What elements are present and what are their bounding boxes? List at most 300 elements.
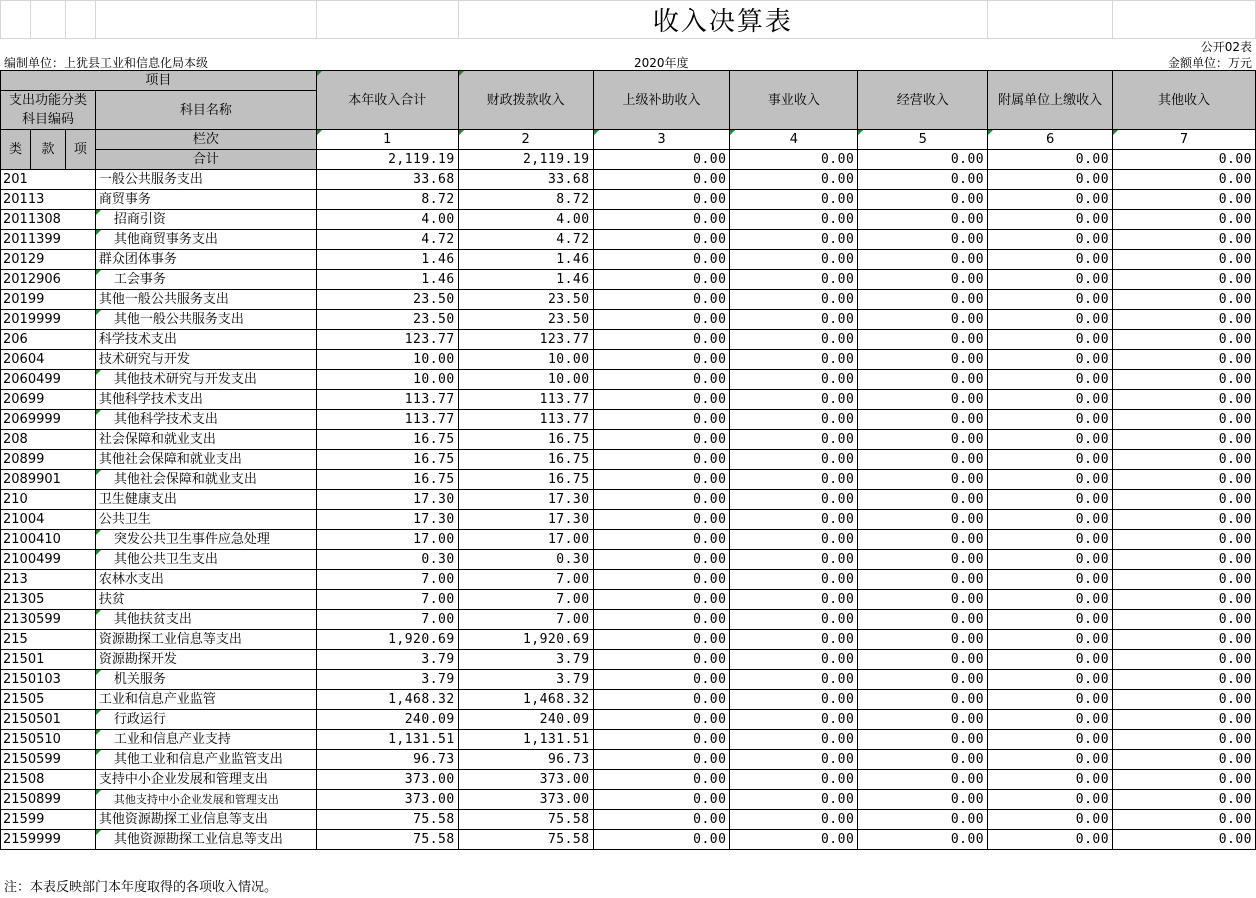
amount-cell: 373.00 — [316, 770, 458, 790]
amount-cell: 0.00 — [1113, 510, 1256, 530]
amount-unit: 金额单位：万元 — [1167, 56, 1252, 70]
amount-cell: 0.00 — [988, 270, 1113, 290]
subject-name: 其他工业和信息产业监管支出 — [95, 750, 316, 770]
amount-cell: 0.00 — [858, 170, 988, 190]
table-row — [1, 190, 1256, 210]
amount-cell: 0.00 — [1113, 290, 1256, 310]
amount-cell: 0.00 — [593, 450, 730, 470]
amount-cell: 0.00 — [858, 330, 988, 350]
amount-cell: 0.00 — [593, 790, 730, 810]
amount-cell: 0.00 — [593, 330, 730, 350]
amount-cell: 0.00 — [988, 290, 1113, 310]
table-row — [1, 170, 1256, 190]
amount-cell: 75.58 — [458, 810, 593, 830]
title-blank-cell — [1, 1, 31, 39]
amount-cell: 75.58 — [458, 830, 593, 850]
header-kuan: 款 — [30, 130, 65, 170]
table-row — [1, 330, 1256, 350]
amount-cell: 0.00 — [730, 770, 858, 790]
amount-cell: 0.00 — [988, 530, 1113, 550]
amount-cell: 0.00 — [988, 790, 1113, 810]
amount-cell: 0.00 — [1113, 330, 1256, 350]
title-blank-cell — [65, 1, 95, 39]
amount-cell: 0.00 — [858, 390, 988, 410]
amount-cell: 0.00 — [730, 410, 858, 430]
amount-cell: 4.72 — [316, 230, 458, 250]
amount-cell: 0.00 — [1113, 490, 1256, 510]
subject-name: 工业和信息产业支持 — [95, 730, 316, 750]
subject-code: 2159999 — [1, 830, 96, 850]
subject-code: 2100499 — [1, 550, 96, 570]
amount-cell: 1.46 — [316, 250, 458, 270]
amount-cell: 0.00 — [730, 710, 858, 730]
subject-name: 突发公共卫生事件应急处理 — [95, 530, 316, 550]
amount-cell: 0.00 — [988, 490, 1113, 510]
amount-cell: 17.30 — [458, 490, 593, 510]
amount-cell: 1,920.69 — [316, 630, 458, 650]
column-number: 6 — [988, 130, 1113, 150]
amount-cell: 0.00 — [988, 410, 1113, 430]
amount-cell: 0.00 — [858, 710, 988, 730]
title-blank-cell — [1113, 1, 1256, 39]
subject-code: 21508 — [1, 770, 96, 790]
title-blank-cell — [30, 1, 65, 39]
amount-cell: 0.00 — [858, 450, 988, 470]
table-row — [1, 710, 1256, 730]
subject-code: 206 — [1, 330, 96, 350]
amount-cell: 96.73 — [458, 750, 593, 770]
amount-cell: 0.00 — [1113, 590, 1256, 610]
amount-cell: 0.00 — [730, 210, 858, 230]
amount-cell: 0.00 — [593, 730, 730, 750]
amount-cell: 0.00 — [730, 310, 858, 330]
amount-cell: 0.00 — [593, 430, 730, 450]
subject-code: 2130599 — [1, 610, 96, 630]
subject-name: 科学技术支出 — [95, 330, 316, 350]
table-note: 注：本表反映部门本年度取得的各项收入情况。 — [4, 880, 278, 895]
table-row — [1, 510, 1256, 530]
column-number: 2 — [458, 130, 593, 150]
header-col-3: 上级补助收入 — [593, 71, 730, 130]
amount-cell: 0.00 — [593, 190, 730, 210]
amount-cell: 17.00 — [316, 530, 458, 550]
subject-name: 其他扶贫支出 — [95, 610, 316, 630]
amount-cell: 17.30 — [458, 510, 593, 530]
amount-cell: 0.00 — [988, 210, 1113, 230]
subject-code: 20699 — [1, 390, 96, 410]
amount-cell: 75.58 — [316, 830, 458, 850]
amount-cell: 0.00 — [988, 590, 1113, 610]
subject-code: 210 — [1, 490, 96, 510]
subject-name: 其他商贸事务支出 — [95, 230, 316, 250]
subject-code: 2011399 — [1, 230, 96, 250]
table-row — [1, 350, 1256, 370]
amount-cell: 0.00 — [988, 610, 1113, 630]
amount-cell: 0.00 — [988, 170, 1113, 190]
amount-cell: 0.00 — [988, 230, 1113, 250]
amount-cell: 0.00 — [730, 570, 858, 590]
table-row — [1, 830, 1256, 850]
header-col-4: 事业收入 — [730, 71, 858, 130]
amount-cell: 10.00 — [458, 350, 593, 370]
subject-code: 20199 — [1, 290, 96, 310]
table-row — [1, 270, 1256, 290]
subject-code: 213 — [1, 570, 96, 590]
amount-cell: 0.00 — [730, 590, 858, 610]
amount-cell: 0.00 — [858, 230, 988, 250]
subject-name: 支持中小企业发展和管理支出 — [95, 770, 316, 790]
table-row — [1, 790, 1256, 810]
amount-cell: 373.00 — [458, 790, 593, 810]
amount-cell: 123.77 — [458, 330, 593, 350]
header-col-1: 本年收入合计 — [316, 71, 458, 130]
amount-cell: 0.00 — [593, 350, 730, 370]
amount-cell: 0.00 — [988, 310, 1113, 330]
amount-cell: 23.50 — [458, 310, 593, 330]
amount-cell: 0.00 — [1113, 350, 1256, 370]
table-row — [1, 570, 1256, 590]
amount-cell: 0.00 — [1113, 670, 1256, 690]
amount-cell: 0.00 — [988, 830, 1113, 850]
total-cell: 0.00 — [988, 150, 1113, 170]
subject-code: 2150501 — [1, 710, 96, 730]
amount-cell: 0.00 — [858, 830, 988, 850]
subject-code: 2150599 — [1, 750, 96, 770]
amount-cell: 0.00 — [988, 550, 1113, 570]
amount-cell: 0.00 — [1113, 170, 1256, 190]
subject-code: 20129 — [1, 250, 96, 270]
amount-cell: 0.00 — [593, 270, 730, 290]
subject-name: 社会保障和就业支出 — [95, 430, 316, 450]
amount-cell: 0.00 — [730, 530, 858, 550]
subject-name: 资源勘探开发 — [95, 650, 316, 670]
amount-cell: 0.00 — [730, 690, 858, 710]
subject-name: 其他资源勘探工业信息等支出 — [95, 810, 316, 830]
amount-cell: 113.77 — [458, 390, 593, 410]
amount-cell: 113.77 — [458, 410, 593, 430]
amount-cell: 0.00 — [1113, 610, 1256, 630]
amount-cell: 3.79 — [316, 650, 458, 670]
amount-cell: 240.09 — [458, 710, 593, 730]
subject-code: 2150510 — [1, 730, 96, 750]
subject-name: 其他支持中小企业发展和管理支出 — [95, 790, 316, 810]
table-row — [1, 590, 1256, 610]
subject-name: 资源勘探工业信息等支出 — [95, 630, 316, 650]
amount-cell: 0.00 — [593, 510, 730, 530]
amount-cell: 0.00 — [858, 190, 988, 210]
table-row — [1, 730, 1256, 750]
amount-cell: 0.00 — [988, 470, 1113, 490]
column-number: 3 — [593, 130, 730, 150]
amount-cell: 0.00 — [988, 770, 1113, 790]
subject-name: 其他资源勘探工业信息等支出 — [95, 830, 316, 850]
fiscal-year: 2020年度 — [634, 56, 689, 70]
amount-cell: 1,920.69 — [458, 630, 593, 650]
amount-cell: 3.79 — [316, 670, 458, 690]
subject-code: 2150103 — [1, 670, 96, 690]
subject-name: 其他一般公共服务支出 — [95, 310, 316, 330]
header-func-code: 支出功能分类科目编码 — [1, 91, 96, 130]
amount-cell: 0.00 — [1113, 450, 1256, 470]
amount-cell: 0.00 — [730, 330, 858, 350]
table-row — [1, 450, 1256, 470]
subject-code: 201 — [1, 170, 96, 190]
amount-cell: 0.00 — [1113, 790, 1256, 810]
total-label: 合计 — [95, 150, 316, 170]
amount-cell: 0.00 — [858, 410, 988, 430]
table-row — [1, 370, 1256, 390]
amount-cell: 0.00 — [1113, 430, 1256, 450]
amount-cell: 1.46 — [316, 270, 458, 290]
table-row — [1, 670, 1256, 690]
subject-name: 技术研究与开发 — [95, 350, 316, 370]
amount-cell: 4.00 — [316, 210, 458, 230]
amount-cell: 0.00 — [1113, 730, 1256, 750]
amount-cell: 0.00 — [730, 450, 858, 470]
table-row — [1, 650, 1256, 670]
amount-cell: 0.00 — [593, 310, 730, 330]
subject-code: 20113 — [1, 190, 96, 210]
amount-cell: 3.79 — [458, 670, 593, 690]
amount-cell: 0.00 — [730, 490, 858, 510]
subject-name: 其他技术研究与开发支出 — [95, 370, 316, 390]
table-row — [1, 750, 1256, 770]
table-row — [1, 810, 1256, 830]
amount-cell: 7.00 — [316, 610, 458, 630]
form-number: 公开02表 — [1200, 40, 1252, 54]
amount-cell: 0.00 — [858, 730, 988, 750]
table-row — [1, 430, 1256, 450]
subject-code: 2100410 — [1, 530, 96, 550]
amount-cell: 240.09 — [316, 710, 458, 730]
amount-cell: 0.00 — [988, 750, 1113, 770]
amount-cell: 16.75 — [458, 430, 593, 450]
subject-name: 群众团体事务 — [95, 250, 316, 270]
amount-cell: 0.00 — [1113, 550, 1256, 570]
amount-cell: 0.00 — [730, 790, 858, 810]
amount-cell: 0.00 — [730, 430, 858, 450]
amount-cell: 0.00 — [1113, 710, 1256, 730]
table-row — [1, 530, 1256, 550]
amount-cell: 0.00 — [858, 470, 988, 490]
subject-name: 工业和信息产业监管 — [95, 690, 316, 710]
amount-cell: 0.30 — [316, 550, 458, 570]
amount-cell: 0.00 — [988, 190, 1113, 210]
amount-cell: 0.00 — [730, 230, 858, 250]
amount-cell: 0.00 — [988, 670, 1113, 690]
column-number: 1 — [316, 130, 458, 150]
amount-cell: 0.00 — [858, 430, 988, 450]
amount-cell: 0.00 — [593, 610, 730, 630]
amount-cell: 0.00 — [988, 650, 1113, 670]
table-row — [1, 630, 1256, 650]
header-col-5: 经营收入 — [858, 71, 988, 130]
amount-cell: 1.46 — [458, 250, 593, 270]
amount-cell: 0.00 — [730, 730, 858, 750]
amount-cell: 16.75 — [316, 450, 458, 470]
amount-cell: 0.00 — [593, 290, 730, 310]
amount-cell: 0.00 — [858, 290, 988, 310]
amount-cell: 0.00 — [858, 810, 988, 830]
subject-code: 21305 — [1, 590, 96, 610]
subject-code: 2069999 — [1, 410, 96, 430]
column-number: 4 — [730, 130, 858, 150]
income-table — [0, 70, 1256, 850]
table-row — [1, 290, 1256, 310]
amount-cell: 0.00 — [988, 330, 1113, 350]
amount-cell: 0.00 — [858, 790, 988, 810]
amount-cell: 1,131.51 — [458, 730, 593, 750]
subject-name: 工会事务 — [95, 270, 316, 290]
amount-cell: 0.00 — [730, 250, 858, 270]
compiling-unit: 编制单位：上犹县工业和信息化局本级 — [4, 56, 209, 70]
amount-cell: 0.00 — [730, 390, 858, 410]
amount-cell: 0.00 — [858, 310, 988, 330]
amount-cell: 17.00 — [458, 530, 593, 550]
column-number: 7 — [1113, 130, 1256, 150]
amount-cell: 123.77 — [316, 330, 458, 350]
page-title: 收入决算表 — [458, 1, 988, 39]
table-row — [1, 610, 1256, 630]
amount-cell: 4.72 — [458, 230, 593, 250]
subject-name: 机关服务 — [95, 670, 316, 690]
amount-cell: 0.00 — [593, 530, 730, 550]
amount-cell: 0.00 — [593, 810, 730, 830]
subject-name: 其他科学技术支出 — [95, 390, 316, 410]
subject-name: 行政运行 — [95, 710, 316, 730]
amount-cell: 0.00 — [593, 770, 730, 790]
amount-cell: 113.77 — [316, 390, 458, 410]
amount-cell: 0.00 — [1113, 390, 1256, 410]
amount-cell: 0.00 — [988, 730, 1113, 750]
subject-code: 2011308 — [1, 210, 96, 230]
amount-cell: 0.00 — [1113, 250, 1256, 270]
amount-cell: 0.00 — [988, 630, 1113, 650]
amount-cell: 0.00 — [1113, 270, 1256, 290]
amount-cell: 0.00 — [593, 710, 730, 730]
amount-cell: 10.00 — [316, 350, 458, 370]
amount-cell: 0.00 — [730, 190, 858, 210]
amount-cell: 0.00 — [730, 670, 858, 690]
amount-cell: 0.00 — [858, 590, 988, 610]
amount-cell: 0.00 — [858, 690, 988, 710]
title-blank-cell — [316, 1, 458, 39]
amount-cell: 0.00 — [593, 470, 730, 490]
amount-cell: 0.00 — [730, 650, 858, 670]
amount-cell: 0.00 — [593, 370, 730, 390]
amount-cell: 8.72 — [316, 190, 458, 210]
amount-cell: 0.00 — [730, 630, 858, 650]
amount-cell: 0.00 — [1113, 770, 1256, 790]
amount-cell: 0.00 — [858, 670, 988, 690]
amount-cell: 0.00 — [1113, 230, 1256, 250]
amount-cell: 0.00 — [593, 590, 730, 610]
amount-cell: 0.00 — [593, 670, 730, 690]
amount-cell: 0.00 — [593, 410, 730, 430]
total-cell: 2,119.19 — [316, 150, 458, 170]
subject-code: 20604 — [1, 350, 96, 370]
amount-cell: 3.79 — [458, 650, 593, 670]
subject-code: 21004 — [1, 510, 96, 530]
amount-cell: 0.00 — [593, 390, 730, 410]
amount-cell: 7.00 — [458, 570, 593, 590]
header-col-2: 财政拨款收入 — [458, 71, 593, 130]
total-cell: 0.00 — [858, 150, 988, 170]
table-row — [1, 550, 1256, 570]
amount-cell: 0.00 — [988, 350, 1113, 370]
amount-cell: 4.00 — [458, 210, 593, 230]
subject-name: 其他一般公共服务支出 — [95, 290, 316, 310]
subject-name: 商贸事务 — [95, 190, 316, 210]
amount-cell: 0.00 — [858, 250, 988, 270]
amount-cell: 0.00 — [988, 510, 1113, 530]
amount-cell: 0.00 — [988, 710, 1113, 730]
subject-code: 2089901 — [1, 470, 96, 490]
amount-cell: 0.00 — [1113, 650, 1256, 670]
amount-cell: 0.00 — [730, 750, 858, 770]
subject-name: 公共卫生 — [95, 510, 316, 530]
subject-name: 其他社会保障和就业支出 — [95, 470, 316, 490]
table-row — [1, 310, 1256, 330]
table-row — [1, 210, 1256, 230]
amount-cell: 0.00 — [730, 350, 858, 370]
total-cell: 0.00 — [1113, 150, 1256, 170]
amount-cell: 0.00 — [1113, 310, 1256, 330]
header-col-7: 其他收入 — [1113, 71, 1256, 130]
amount-cell: 17.30 — [316, 490, 458, 510]
subject-name: 农林水支出 — [95, 570, 316, 590]
subject-name: 一般公共服务支出 — [95, 170, 316, 190]
amount-cell: 17.30 — [316, 510, 458, 530]
subject-code: 2060499 — [1, 370, 96, 390]
amount-cell: 0.00 — [593, 250, 730, 270]
subject-name: 其他社会保障和就业支出 — [95, 450, 316, 470]
header-item: 项目 — [1, 71, 317, 91]
amount-cell: 0.00 — [593, 170, 730, 190]
header-subject-name: 科目名称 — [95, 91, 316, 130]
amount-cell: 0.00 — [988, 370, 1113, 390]
amount-cell: 0.00 — [1113, 190, 1256, 210]
amount-cell: 0.00 — [730, 510, 858, 530]
amount-cell: 0.00 — [593, 210, 730, 230]
subject-name: 招商引资 — [95, 210, 316, 230]
amount-cell: 0.00 — [593, 650, 730, 670]
amount-cell: 0.30 — [458, 550, 593, 570]
amount-cell: 0.00 — [730, 610, 858, 630]
amount-cell: 0.00 — [988, 430, 1113, 450]
amount-cell: 0.00 — [858, 490, 988, 510]
amount-cell: 0.00 — [858, 210, 988, 230]
subject-code: 215 — [1, 630, 96, 650]
amount-cell: 10.00 — [316, 370, 458, 390]
table-row — [1, 390, 1256, 410]
header-col-6: 附属单位上缴收入 — [988, 71, 1113, 130]
amount-cell: 0.00 — [858, 350, 988, 370]
amount-cell: 0.00 — [988, 390, 1113, 410]
subject-code: 21599 — [1, 810, 96, 830]
title-row — [0, 0, 1256, 39]
amount-cell: 1.46 — [458, 270, 593, 290]
amount-cell: 0.00 — [593, 490, 730, 510]
amount-cell: 0.00 — [858, 750, 988, 770]
amount-cell: 0.00 — [858, 270, 988, 290]
amount-cell: 0.00 — [1113, 570, 1256, 590]
subject-code: 2150899 — [1, 790, 96, 810]
amount-cell: 23.50 — [316, 290, 458, 310]
amount-cell: 0.00 — [1113, 410, 1256, 430]
table-row — [1, 690, 1256, 710]
amount-cell: 0.00 — [1113, 370, 1256, 390]
